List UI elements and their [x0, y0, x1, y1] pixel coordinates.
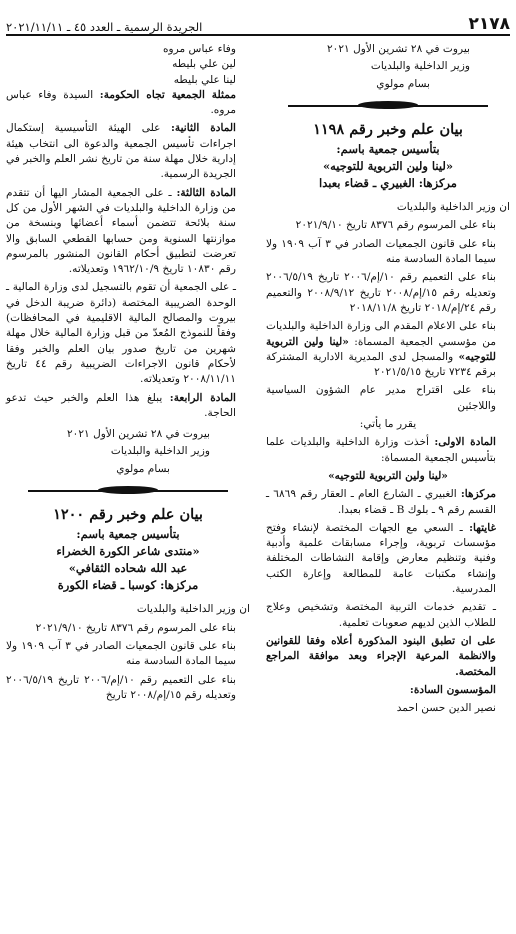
announcement-title: بيان علم وخبر رقم ١١٩٨: [313, 120, 463, 138]
article-one-label: المادة الاولى:: [434, 436, 496, 449]
article-two-text: على الهيئة التأسيسية إستكمال اجراءات تأسيس الجمعية والدعوة الى انتخاب هيئة إدارية خلال مهلة سنة من تاريخ نشر العلم والخبر في الجريدة الرسمية.: [6, 122, 236, 181]
signature-date: بيروت في ٢٨ تشرين الأول ٢٠٢١: [66, 428, 210, 441]
signature-name: بسام مولوي: [116, 462, 170, 475]
announcement-title: بيان علم وخبر رقم ١٢٠٠: [53, 506, 203, 524]
headquarters-text: الغبيري ـ الشارع العام ـ العقار رقم ٦٨٦٩ ـ القسم رقم ٩ ـ بلوك B ـ قضاء بعبدا.: [266, 488, 496, 516]
article-four-text: يبلغ هذا العلم والخبر حيث تدعو الحاجة.: [6, 391, 236, 419]
clause-law: بناء على قانون الجمعيات الصادر في ٣ آب ١٩٠٩ ولا سيما المادة السادسة منه: [266, 237, 497, 266]
gazette-title: الجريدة الرسمية ـ العدد ٤٥ ـ ٢٠٢١/١١/١١: [6, 20, 203, 34]
article-two: [6, 121, 250, 182]
clause-notification-c: والمسجل لدى المديرية الادارية المشتركة برقم ٧٢٣٤ تاريخ ٢٠٢١/٥/١٥: [266, 350, 496, 379]
article-two-label: المادة الثانية:: [170, 122, 236, 135]
goals: [266, 521, 510, 597]
clause-circular: بناء على التعميم رقم ١٠/إم/٢٠٠٦ تاريخ ٢٠٠٦/٥/١٩ وتعديله رقم ١٥/إم/٢٠٠٨ تاريخ ٢٠٠٨/٩/١٢ والتعميم رقم ٢٤/إم/٢٠١٨ تاريخ ٢٠١٨/١١/٨: [266, 271, 496, 314]
page-number: ٢١٧٨: [468, 14, 510, 34]
signature-role: وزير الداخلية والبلديات: [370, 60, 470, 73]
clause-notification-name: «لينا ولين التربوية للتوجيه»: [266, 335, 496, 363]
left-column: [6, 42, 250, 706]
founder-name: لينا علي بليطه: [173, 73, 236, 86]
clause-circular: بناء على التعميم رقم ١٠/إم/٢٠٠٦ تاريخ ٢٠٠٦/٥/١٩ وتعديله رقم ١٥/إم/٢٠٠٨ تاريخ: [6, 673, 236, 701]
clause-proposal: بناء على اقتراح مدير عام الشؤون السياسية واللاجئين: [266, 384, 496, 412]
founders-list: [6, 42, 250, 88]
article-one-name: «لينا ولين التربوية للتوجيه»: [328, 469, 448, 482]
decides-line: يقرر ما يأتي:: [359, 418, 417, 431]
signature-date: بيروت في ٢٨ تشرين الأول ٢٠٢١: [326, 43, 470, 55]
signature-block: [266, 42, 510, 92]
announcement-subtitle: بتأسيس جمعية باسم:: [336, 142, 440, 157]
representative-text: السيدة وفاء عباس مروه.: [6, 88, 236, 117]
signature-block: [6, 427, 250, 477]
clause-notification-a: بناء على الاعلام المقدم الى وزارة الداخلية والبلديات من مؤسسي الجمعية المسماة:: [266, 320, 496, 348]
clause-notification: [266, 319, 510, 380]
article-one-text: أخذت وزارة الداخلية والبلديات علما بتأسيس الجمعية المسماة:: [266, 436, 496, 464]
article-four-label: المادة الرابعة:: [169, 391, 236, 404]
clause-decree: بناء على المرسوم رقم ٨٣٧٦ تاريخ ٢٠٢١/٩/١٠: [295, 219, 496, 232]
founders-label: المؤسسون السادة:: [409, 683, 496, 696]
goals-extra: ـ تقديم خدمات التربية المختصة وتشخيص وعلاج للطلاب الذين لديهم صعوبات تعلمية.: [266, 601, 496, 629]
association-name-cont: عبد الله شحاده الثقافي»: [68, 561, 188, 576]
article-one: [266, 435, 510, 466]
association-name: «منتدى شاعر الكورة الخضراء: [56, 544, 200, 559]
signature-role: وزير الداخلية والبلديات: [110, 445, 210, 458]
intro-line: ان وزير الداخلية والبلديات: [136, 603, 250, 616]
founder-name: لين علي بليطه: [172, 58, 236, 71]
article-three-extra: ـ على الجمعية أن تقوم بالتسجيل لدى وزارة المالية ـ الوحدة الضريبية المختصة (دائرة ضريبة الدخل في بيروت والمصالح المالية الاقليمية في المحافظات) وفقاً للنموذج المُعدّ من قبل وزارة المالية خلال مهلة شهرين من تاريخ صدور بيان العلم والخبر وفقا لأحكام قانون الاجراءات الضريبية رقم ٤٤ تاريخ ٢٠٠٨/١١/١١ وتعديلاته.: [6, 281, 237, 386]
representative: [6, 88, 250, 119]
goals-text: ـ السعي مع الجهات المختصة لإنشاء وفتح مؤسسات تربوية، وإجراء مسابقات علمية وأدبية وفنية وتنظيم معارض وإقامة النشاطات المختلفة وإنشاء مكتبات عامة للمطالعة وإعارة الكتب المدرسية.: [266, 521, 496, 596]
section-divider: [28, 485, 228, 497]
article-three-text: ـ على الجمعية المشار اليها أن تتقدم من وزارة الداخلية والبلديات في الشهر الأول من كل سنة بلائحة تتضمن أسماء أعضائها وبنسخة من موازنتها السنوية ومن حسابها القطعي السابق والا تعرضت لتطبيق أحكام القانون المنشور بالمرسوم رقم ١٠٨٣٠ تاريخ ١٩٦٢/١٠/٩ وتعديلاته.: [6, 186, 236, 276]
right-column: [266, 42, 510, 719]
headquarters: [266, 487, 510, 518]
condition-clause: على ان تطبق البنود المذكورة أعلاه وفقا للقوانين والانظمة المرعية الإجراء وبعد موافقة المراجع المختصة.: [266, 634, 496, 678]
association-name: «لينا ولين التربوية للتوجيه»: [322, 159, 454, 174]
association-hq: مركزها: كوسبا ـ قضاء الكورة: [57, 578, 199, 593]
article-three: [6, 186, 250, 278]
announcement-subtitle: بتأسيس جمعية باسم:: [76, 527, 180, 542]
association-hq: مركزها: الغبيري ـ قضاء بعبدا: [319, 176, 457, 191]
article-three-label: المادة الثالثة:: [176, 186, 236, 199]
representative-label: ممثلة الجمعية تجاه الحكومة:: [99, 88, 236, 101]
article-four: [6, 391, 250, 422]
clause-decree: بناء على المرسوم رقم ٨٣٧٦ تاريخ ٢٠٢١/٩/١٠: [35, 621, 236, 634]
page-header: [6, 10, 510, 36]
section-divider: [288, 100, 488, 112]
founder-name: نصير الدين حسن احمد: [396, 702, 496, 715]
founder-name: وفاء عباس مروه: [163, 43, 236, 55]
clause-law: بناء على قانون الجمعيات الصادر في ٣ آب ١٩٠٩ ولا سيما المادة السادسة منه: [6, 639, 237, 668]
goals-label: غايتها:: [469, 521, 496, 534]
intro-line: ان وزير الداخلية والبلديات: [396, 201, 510, 214]
headquarters-label: مركزها:: [460, 488, 496, 501]
signature-name: بسام مولوي: [376, 77, 430, 90]
